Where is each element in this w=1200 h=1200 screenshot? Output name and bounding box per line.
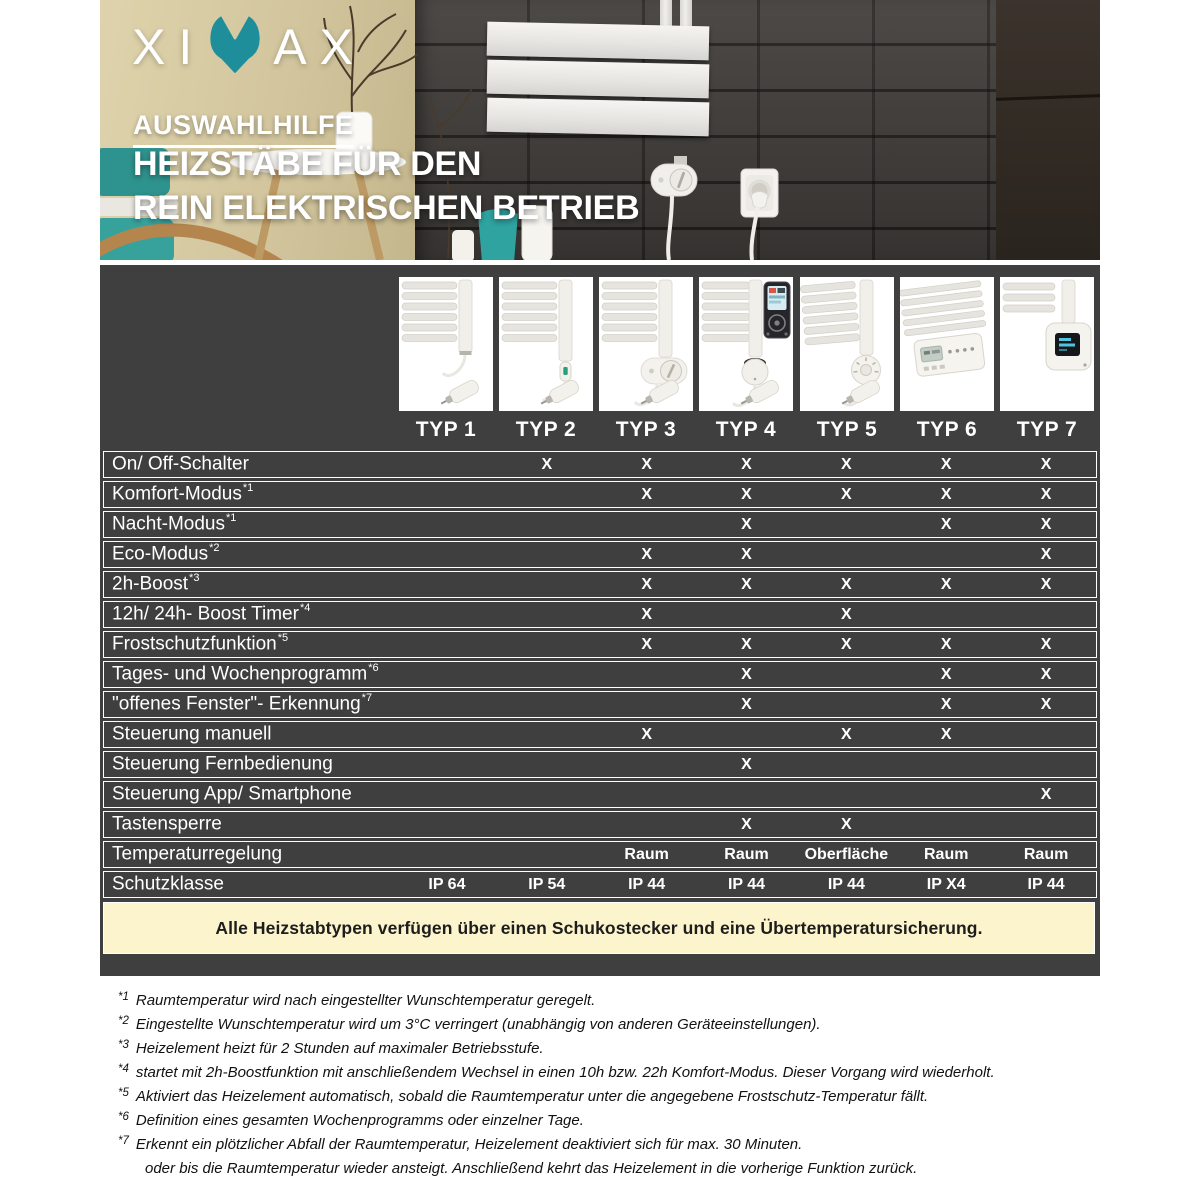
feature-label-text: Frostschutzfunktion: [112, 633, 277, 655]
feature-row-label: [104, 873, 397, 895]
feature-row-label: [104, 693, 397, 715]
column-header-typ7: TYP 7: [1016, 418, 1078, 441]
footnote-1: [118, 992, 1100, 1016]
wall-socket-image: [741, 169, 778, 260]
logo-text-left: XI: [132, 19, 206, 75]
feature-label-text: Tastensperre: [112, 813, 222, 835]
cell-typ3: X: [641, 575, 652, 593]
footnote-marker: *5: [118, 1087, 129, 1099]
feature-row-11: [103, 751, 1097, 778]
heating-rod-thermostat-knob-icon: [800, 277, 894, 411]
footnote-marker: *6: [118, 1111, 129, 1123]
feature-row-label: [104, 783, 397, 805]
cell-typ5: X: [841, 635, 852, 653]
footnote-text: Erkennt ein plötzlicher Abfall der Raumtemperatur, Heizelement deaktiviert sich für max. 30 Minuten.: [135, 1136, 803, 1153]
footnote-marker: *4: [118, 1063, 129, 1075]
product-image-typ3: [599, 277, 693, 411]
feature-label-text: Schutzklasse: [112, 873, 224, 895]
feature-row-14: [103, 841, 1097, 868]
cell-typ4: X: [741, 635, 752, 653]
feature-row-15: [103, 871, 1097, 898]
ximax-drop-m-icon: [207, 14, 263, 74]
cell-typ7: IP 44: [1027, 875, 1065, 893]
cell-typ4: Raum: [724, 845, 769, 863]
cell-typ7: X: [1040, 455, 1052, 473]
hero-kicker: AUSWAHLHILFE: [133, 110, 353, 148]
cell-typ4: IP 44: [727, 875, 766, 893]
hero-title-line2: REIN ELEKTRISCHEN BETRIEB: [133, 189, 640, 227]
footnote-6: [118, 1112, 1100, 1136]
cell-typ7: X: [1040, 635, 1052, 653]
cell-typ6: Raum: [924, 845, 969, 863]
cell-typ3: X: [641, 605, 652, 623]
logo-text-right: AX: [273, 19, 366, 75]
cell-typ7: X: [1040, 515, 1052, 533]
hero-title-line1: HEIZSTÄBE FÜR DEN: [133, 145, 482, 183]
feature-label-text: 2h-Boost: [112, 573, 189, 595]
footnote-text: Definition eines gesamten Wochenprogramms oder einzelner Tage.: [135, 1112, 584, 1129]
feature-row-13: [103, 811, 1097, 838]
cell-typ7: X: [1040, 695, 1052, 713]
feature-row-2: [103, 481, 1097, 508]
cell-typ5: X: [841, 815, 852, 833]
footnote-reference: *2: [209, 542, 220, 555]
heating-rod-basic-icon: [399, 277, 493, 411]
cell-typ1: IP 64: [428, 875, 466, 893]
feature-label-text: Steuerung App/ Smartphone: [112, 783, 352, 805]
feature-label-text: 12h/ 24h- Boost Timer: [112, 603, 299, 625]
cell-typ4: X: [741, 575, 752, 593]
feature-label-text: Steuerung Fernbedienung: [112, 753, 333, 775]
column-header-typ4: TYP 4: [715, 418, 777, 441]
feature-row-10: [103, 721, 1097, 748]
feature-row-8: [103, 661, 1097, 688]
footnote-reference: *1: [242, 482, 254, 495]
feature-row-9: [103, 691, 1097, 718]
footnote-marker: *2: [118, 1015, 129, 1027]
product-image-typ5: [800, 277, 894, 411]
footnote-7-line2: [118, 1160, 1100, 1184]
cell-typ5: IP 44: [827, 875, 865, 893]
cell-typ2: IP 54: [528, 875, 566, 893]
cell-typ3: IP 44: [628, 875, 666, 893]
footnote-marker: *7: [118, 1135, 129, 1147]
feature-row-label: [104, 513, 397, 535]
cell-typ6: X: [940, 635, 952, 653]
column-header-typ3: TYP 3: [615, 418, 677, 441]
feature-label-text: Komfort-Modus: [112, 483, 242, 505]
radiator-control-panel-icon: [900, 277, 994, 411]
cell-typ3: X: [641, 455, 652, 473]
cell-typ3: X: [641, 725, 652, 743]
feature-row-label: [104, 663, 397, 685]
footnote-7: [118, 1136, 1100, 1160]
heating-rod-remote-control-icon: [699, 277, 793, 411]
footnote-marker: *3: [118, 1039, 129, 1051]
feature-row-5: [103, 571, 1097, 598]
column-header-typ6: TYP 6: [916, 418, 978, 441]
cell-typ7: X: [1040, 545, 1052, 563]
feature-label-text: Temperaturregelung: [112, 843, 283, 865]
cell-typ4: X: [741, 455, 752, 473]
feature-row-3: [103, 511, 1097, 538]
footnote-reference: *1: [226, 512, 237, 525]
footnote-4: [118, 1064, 1100, 1088]
cell-typ5: X: [841, 485, 852, 503]
footnote-reference: *5: [277, 632, 289, 645]
cell-typ6: X: [940, 695, 952, 713]
cell-typ4: X: [741, 515, 752, 533]
column-header-typ2: TYP 2: [515, 418, 577, 441]
product-image-typ4: [699, 277, 793, 411]
footnote-text: Heizelement heizt für 2 Stunden auf maximaler Betriebsstufe.: [135, 1040, 544, 1057]
footnote-text: Eingestellte Wunschtemperatur wird um 3°C verringert (unabhängig von anderen Geräteeinstellungen).: [135, 1016, 821, 1033]
footnote-reference: *3: [189, 572, 200, 585]
brochure-page: [100, 0, 1100, 1184]
feature-row-1: [103, 451, 1097, 478]
footnote-marker: *1: [118, 991, 129, 1003]
feature-row-label: [104, 603, 397, 625]
footnote-reference: *7: [361, 692, 373, 705]
cell-typ4: X: [741, 695, 752, 713]
feature-row-label: [104, 813, 397, 835]
cell-typ7: Raum: [1023, 845, 1069, 863]
feature-label-text: On/ Off-Schalter: [112, 453, 249, 475]
cell-typ7: X: [1040, 575, 1052, 593]
product-image-typ6: [900, 277, 994, 411]
feature-row-label: [104, 843, 397, 865]
column-header-typ5: TYP 5: [816, 418, 878, 441]
footnote-3: [118, 1040, 1100, 1064]
note-text: Alle Heizstabtypen verfügen über einen Schukostecker und eine Übertemperatursicherung.: [215, 917, 983, 938]
cell-typ4: X: [741, 755, 752, 773]
comparison-table: [100, 265, 1100, 976]
heating-element-image: [651, 156, 697, 260]
heating-rod-dial-control-icon: [599, 277, 693, 411]
hero-title: [133, 142, 639, 230]
footnote-5: [118, 1088, 1100, 1112]
product-image-typ2: [499, 277, 593, 411]
footnote-text: Aktiviert das Heizelement automatisch, sobald die Raumtemperatur unter die angegebene Frostschutz-Temperatur fällt.: [135, 1088, 929, 1105]
cell-typ6: IP X4: [926, 875, 966, 893]
footnote-text: startet mit 2h-Boostfunktion mit anschließendem Wechsel in einen 10h bzw. 22h Komfort-Modus. Dieser Vorgang wird wiederholt.: [135, 1064, 995, 1081]
cell-typ5: Oberfläche: [804, 845, 889, 863]
hero-banner: [100, 0, 1100, 260]
feature-label-text: Eco-Modus: [112, 543, 209, 565]
cell-typ6: X: [940, 515, 952, 533]
feature-row-label: [104, 543, 397, 565]
cell-typ6: X: [940, 725, 952, 743]
feature-label-text: "offenes Fenster"- Erkennung: [112, 693, 361, 715]
feature-label-text: Steuerung manuell: [112, 723, 272, 745]
feature-row-label: [104, 483, 397, 505]
feature-row-label: [104, 453, 397, 475]
feature-row-label: [104, 633, 397, 655]
cell-typ5: X: [841, 725, 852, 743]
footnote-reference: *6: [368, 662, 379, 675]
cell-typ3: Raum: [624, 845, 669, 863]
cell-typ4: X: [741, 665, 752, 683]
product-image-typ1: [399, 277, 493, 411]
footnote-text: Raumtemperatur wird nach eingestellter Wunschtemperatur geregelt.: [135, 992, 596, 1009]
feature-row-label: [104, 573, 397, 595]
feature-row-7: [103, 631, 1097, 658]
footnote-2: [118, 1016, 1100, 1040]
cell-typ5: X: [841, 605, 852, 623]
cell-typ6: X: [940, 575, 952, 593]
cell-typ7: X: [1040, 785, 1052, 803]
feature-row-12: [103, 781, 1097, 808]
footnotes: [100, 976, 1100, 1184]
feature-row-label: [104, 723, 397, 745]
cell-typ7: X: [1040, 665, 1052, 683]
feature-row-6: [103, 601, 1097, 628]
footnote-reference: *4: [299, 602, 311, 615]
cell-typ7: X: [1040, 485, 1052, 503]
heating-rod-switch-icon: [499, 277, 593, 411]
cell-typ2: X: [541, 455, 553, 473]
cell-typ5: X: [841, 575, 852, 593]
feature-row-label: [104, 753, 397, 775]
cell-typ3: X: [641, 485, 652, 503]
cell-typ5: X: [841, 455, 852, 473]
cell-typ3: X: [641, 545, 652, 563]
cell-typ4: X: [741, 815, 752, 833]
cell-typ3: X: [641, 635, 652, 653]
cell-typ6: X: [940, 665, 952, 683]
column-header-typ1: TYP 1: [415, 418, 477, 441]
note-banner: [103, 902, 1095, 954]
product-image-typ7: [1000, 277, 1094, 411]
feature-label-text: Tages- und Wochenprogramm: [112, 663, 368, 685]
brand-logo: [132, 14, 366, 80]
heating-rod-smart-box-icon: [1000, 277, 1094, 411]
feature-row-4: [103, 541, 1097, 568]
feature-label-text: Nacht-Modus: [112, 513, 225, 535]
cell-typ6: X: [940, 455, 952, 473]
cell-typ6: X: [940, 485, 952, 503]
footnote-text-continued: oder bis die Raumtemperatur wieder ansteigt. Anschließend kehrt das Heizelement in die vorherige Funktion zurück.: [145, 1160, 918, 1177]
cell-typ4: X: [741, 545, 752, 563]
cell-typ4: X: [741, 485, 752, 503]
feature-rows: [103, 451, 1097, 901]
